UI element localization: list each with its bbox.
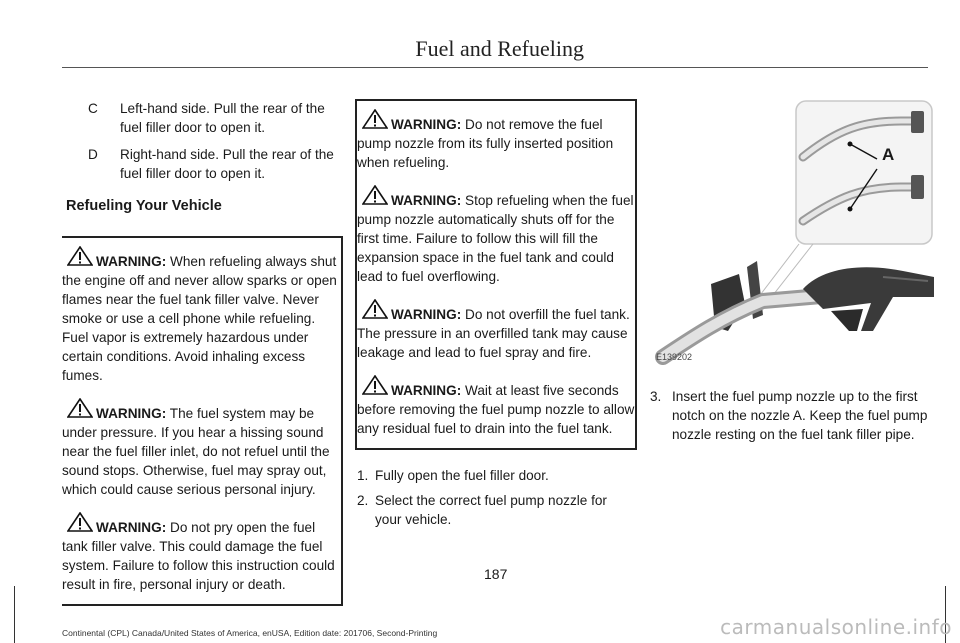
warning-text: Stop refueling when the fuel pump nozzle automatically shuts off for the first time. Failure to follow this will fill the expansion space in the fuel tank and could lead to fuel overflowing. — [357, 193, 634, 284]
footer-edition-info: Continental (CPL) Canada/United States of America, enUSA, Edition date: 201706, Second-Printing — [62, 628, 438, 638]
warning-label: WARNING: — [391, 307, 462, 322]
step-number: 3. — [650, 389, 662, 404]
step-text: Insert the fuel pump nozzle up to the first notch on the nozzle A. Keep the fuel pump nozzle resting on the fuel tank filler pipe. — [672, 389, 928, 442]
warning-paragraph — [62, 402, 341, 499]
warning-triangle-icon — [357, 189, 391, 207]
callout-label-a: A — [882, 145, 895, 164]
step-text: Fully open the fuel filler door. — [375, 468, 549, 483]
fuel-nozzle-illustration — [653, 99, 934, 365]
warning-label: WARNING: — [391, 117, 462, 132]
column-1 — [62, 99, 341, 606]
watermark: carmanualsonline.info — [720, 615, 952, 639]
crop-mark-left — [14, 586, 15, 643]
warning-label: WARNING: — [96, 254, 167, 269]
warning-paragraph — [62, 250, 341, 385]
definition-key: D — [88, 147, 98, 162]
warning-paragraph — [357, 379, 635, 438]
header-rule — [62, 67, 928, 68]
page-number: 187 — [484, 566, 508, 582]
step-item — [357, 466, 635, 485]
warning-text: The fuel system may be under pressure. If you hear a hissing sound near the fuel filler inlet, do not refuel until the sound stops. Otherwise, fuel may spray out, which could cause serious personal injury. — [62, 406, 330, 497]
warning-text: Do not overfill the fuel tank. The pressure in an overfilled tank may cause leakage and lead to fuel spray and fire. — [357, 307, 630, 360]
warning-paragraph — [62, 516, 341, 594]
warning-label: WARNING: — [391, 193, 462, 208]
column-3 — [650, 99, 930, 450]
definition-row-d — [62, 145, 341, 183]
warning-text: Do not pry open the fuel tank filler valve. This could damage the fuel system. Failure to follow this instruction could result in fire, personal injury or death. — [62, 520, 335, 592]
step-number: 2. — [357, 493, 369, 508]
warning-box — [62, 236, 341, 606]
warning-label: WARNING: — [96, 520, 167, 535]
warning-label: WARNING: — [391, 383, 462, 398]
step-text: Select the correct fuel pump nozzle for your vehicle. — [375, 493, 607, 527]
step-number: 1. — [357, 468, 369, 483]
figure-code: E139202 — [656, 352, 693, 362]
warning-triangle-icon — [62, 516, 96, 534]
column-2 — [357, 99, 635, 535]
warning-text: When refueling always shut the engine off and never allow sparks or open flames near the fuel tank filler valve. Never smoke or use a cell phone while refueling. Fuel vapor is extremely hazardous under certain conditions. Avoid inhaling excess fumes. — [62, 254, 337, 383]
definition-key: C — [88, 101, 98, 116]
warning-paragraph — [357, 189, 635, 286]
definition-text: Left-hand side. Pull the rear of the fuel filler door to open it. — [120, 101, 325, 135]
page-header-title: Fuel and Refueling — [415, 36, 584, 61]
warning-triangle-icon — [357, 113, 391, 131]
steps-list — [650, 387, 930, 444]
warning-label: WARNING: — [96, 406, 167, 421]
step-item — [357, 491, 635, 529]
warning-text: Do not remove the fuel pump nozzle from its fully inserted position when refueling. — [357, 117, 614, 170]
warning-paragraph — [357, 113, 635, 172]
warning-triangle-icon — [357, 379, 391, 397]
warning-text: Wait at least five seconds before removing the fuel pump nozzle to allow any residual fuel to drain into the fuel tank. — [357, 383, 635, 436]
step-item — [650, 387, 930, 444]
warning-triangle-icon — [357, 303, 391, 321]
warning-triangle-icon — [62, 402, 96, 420]
warning-triangle-icon — [62, 250, 96, 268]
warning-box — [357, 99, 635, 450]
fuel-nozzle-drawing — [653, 99, 934, 365]
warning-paragraph — [357, 303, 635, 362]
section-heading: Refueling Your Vehicle — [66, 198, 222, 214]
definition-text: Right-hand side. Pull the rear of the fuel filler door to open it. — [120, 147, 334, 181]
definition-row-c — [62, 99, 341, 137]
steps-list — [357, 466, 635, 529]
